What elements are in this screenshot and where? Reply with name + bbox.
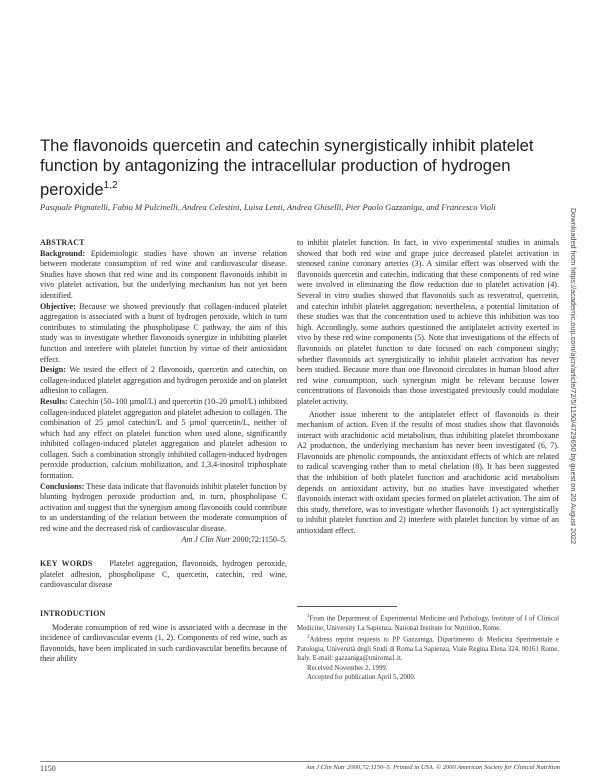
- footnote-2: [297, 633, 559, 664]
- author-list: Pasquale Pignatelli, Fabio M Pulcinelli, Andrea Celestini, Luisa Lenti, Andrea Ghiselli, Pier Paolo Gazzaniga, and Francesco Violi: [40, 202, 496, 212]
- abstract-citation: [40, 535, 287, 546]
- design-label: Design:: [40, 365, 66, 375]
- abstract-conclusions: [40, 482, 287, 535]
- background-label: Background:: [40, 248, 86, 258]
- title-footnote-marks[interactable]: 1,2: [103, 180, 118, 191]
- received-date: Received November 2, 1999.: [307, 664, 388, 672]
- objective-text: Because we showed previously that collagen-induced platelet aggregation is associated with a burst of hydrogen peroxide, which in turn contributes to stimulating the phospholipase C pathway, the aim of this study was to investigate whether flavonoids synergize in inhibiting platelet function and interfere with platelet function by virtue of their antioxidant effect.: [40, 301, 287, 364]
- footnote-1-text: From the Department of Experimental Medicine and Pathology, Institute of I of Clinical Medicine, University La Sapienza, National Institute for Nutrition, Rome.: [297, 615, 559, 632]
- right-column: [297, 238, 559, 537]
- citation-journal: Am J Clin Nutr: [181, 534, 231, 544]
- footnote-divider: [297, 606, 397, 607]
- conclusions-text: These data indicate that flavonoids inhibit platelet function by blunting hydrogen peroxide production and, in turn, phospholipase C activation and suggest that the synergism among flavonoids could contribute to an understanding of the relation between the moderate consumption of red wine and the decreased risk of cardiovascular disease.: [40, 481, 287, 534]
- left-column: [40, 238, 287, 665]
- download-watermark: [569, 208, 579, 545]
- footnote-2-mark: 2: [307, 635, 310, 641]
- journal-footer: Am J Clin Nutr 2000;72:1150–5. Printed in USA. © 2000 American Society for Clinical Nutrition: [305, 764, 560, 771]
- footnote-1-mark: 1: [307, 614, 310, 619]
- download-watermark-text: Downloaded from https://academic.oup.com/ajcn/article/72/5/1150/4729650 by guest on 20 August 2022: [569, 208, 578, 545]
- intro-paragraph-1: Moderate consumption of red wine is associated with a decrease in the incidence of cardiovascular events (1, 2). Components of red wine, such as flavonoids, have been implicated in such cardiovascular benefits because of their ability: [40, 622, 287, 664]
- accepted-date: Accepted for publication April 5, 2000.: [307, 674, 416, 682]
- introduction-heading: INTRODUCTION: [40, 609, 106, 618]
- objective-label: Objective:: [40, 301, 76, 311]
- keywords-text: Platelet aggregation, flavonoids, hydrogen peroxide, platelet adhesion, phospholipase C, quercetin, catechin, red wine, cardiovascular disease: [40, 559, 288, 590]
- design-text: We tested the effect of 2 flavonoids, quercetin and catechin, on collagen-induced platelet aggregation and hydrogen peroxide and on platelet adhesion to collagen.: [40, 365, 287, 396]
- abstract-objective: [40, 302, 287, 366]
- results-label: Results:: [40, 396, 68, 406]
- keywords-label: KEY WORDS: [40, 559, 93, 569]
- article-title-text: The flavonoids quercetin and catechin synergistically inhibit platelet function by antagonizing the intracellular production of hydrogen peroxide: [40, 136, 534, 199]
- abstract-results: [40, 397, 287, 482]
- footnote-2-text: Address reprint requests to PP Gazzaniga, Dipartimento di Medicina Sperimentale e Patologia, Università degli Studi di Roma La Sapienza, Viale Regina Elena 324, 00161 Rome, Italy. E-mail: gazzaniga@uniroma1.it.: [297, 636, 559, 663]
- abstract-background: [40, 249, 287, 302]
- footnotes: [297, 612, 559, 682]
- citation-volume: 2000;72:1150–5.: [232, 534, 287, 544]
- background-text: Epidemiologic studies have shown an inverse relation between moderate consumption of red wine and cardiovascular disease. Studies have shown that red wine and its component flavonoids inhibit in vivo platelet activation, but the underlying mechanism has not yet been identified.: [40, 248, 287, 300]
- footnote-1: [297, 612, 559, 633]
- conclusions-label: Conclusions:: [40, 481, 85, 491]
- results-text: Catechin (50–100 µmol/L) and quercetin (10–20 µmol/L) inhibited collagen-induced platelet aggregation and platelet adhesion to collagen. The combination of 25 µmol catechin/L and 5 µmol quercetin/L, neither of which had any effect on platelet function when used alone, significantly inhibited collagen-induced platelet aggregation and platelet adhesion to collagen. Such a combination strongly inhibited collagen-induced hydrogen peroxide production, calcium mobilization, and 1,3,4-inositol triphosphate formation.: [40, 396, 288, 481]
- article-title: [40, 136, 550, 200]
- intro-paragraph-1-continued: to inhibit platelet function. In fact, in vivo experimental studies in animals showed that both red wine and grape juice decreased platelet activation in stenosed canine coronary arteries (3). A similar effect was observed with the flavonoids quercetin and catechin, indicating that these components of red wine were involved in eliminating the flow reduction due to platelet activation (4). Several in vitro studies showed that flavonoids such as resveratrol, quercetin, and catechin inhibit platelet aggregation; nevertheless, a potential limitation of these studies was that the concentration used to achieve this inhibition was too high. Accordingly, some authors questioned the antiplatelet activity exerted in vivo by these red wine components (5). Note that investigations of the effects of flavonoids on platelet function to date focused on each component singly; whether flavonoids act synergistically to inhibit platelet activation has never been studied. Because more than one flavonoid circulates in human blood after red wine consumption, such synergism might be relevant because lower concentrations of flavonoids than those investigated previously could modulate platelet activity.: [297, 238, 559, 406]
- footer-divider: [40, 761, 560, 762]
- keywords: [40, 559, 287, 591]
- page-number: 1150: [40, 764, 56, 773]
- abstract-heading: ABSTRACT: [40, 238, 85, 247]
- intro-paragraph-2: Another issue inherent to the antiplatelet effect of flavonoids is their mechanism of action. Even if the results of most studies show that flavonoids interact with arachidonic acid metabolism, thus inhibiting platelet thromboxane A2 production, the underlying mechanism has never been investigated (6, 7). Flavonoids are phenolic compounds, the antioxidant effects of which are related to radical scavenging rather than to metal chelation (8). It has been suggested that the inhibition of both platelet function and arachidonic acid metabolism depends on antioxidant activity, but no studies have investigated whether flavonoids interact with oxidant species formed on platelet activation. The aim of this study, therefore, was to investigate whether flavonoids 1) act synergistically to inhibit platelet function and 2) interfere with platelet function by virtue of an antioxidant effect.: [297, 409, 559, 536]
- abstract-design: [40, 365, 287, 397]
